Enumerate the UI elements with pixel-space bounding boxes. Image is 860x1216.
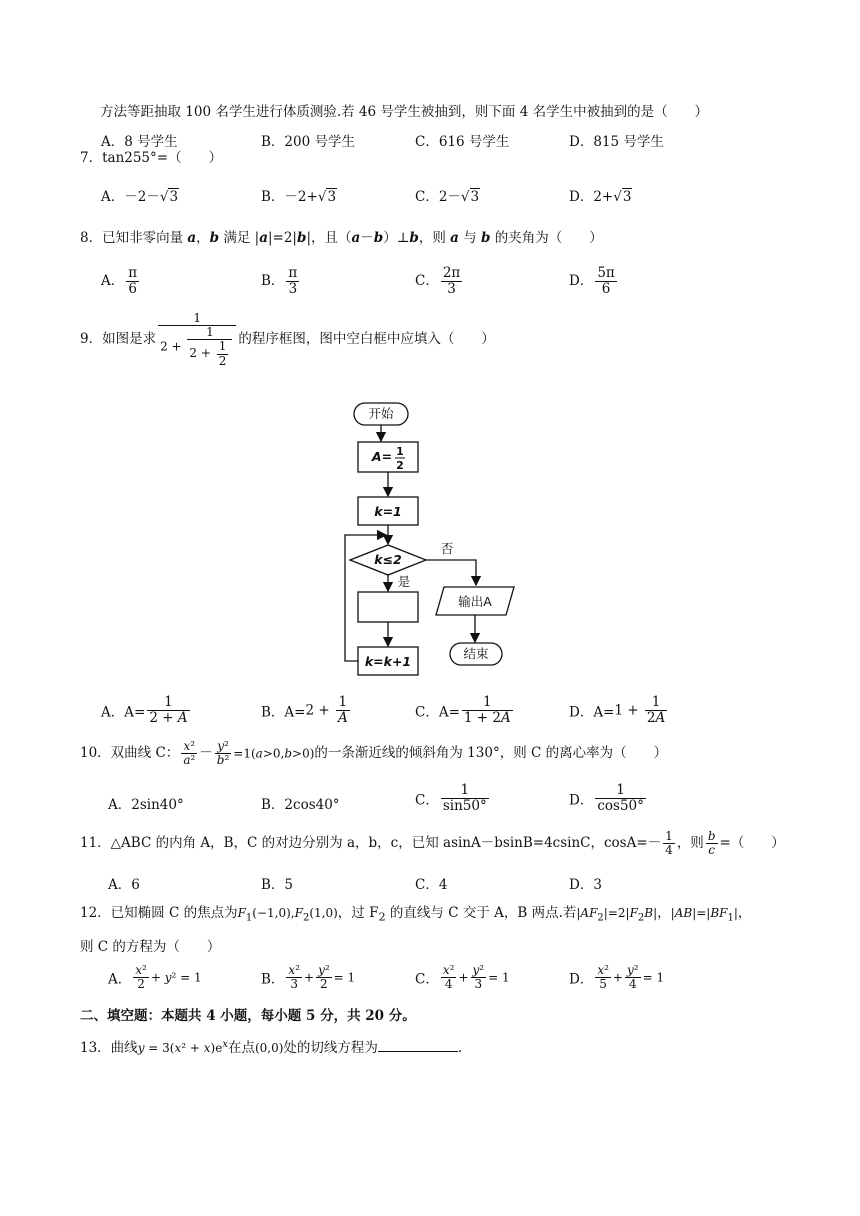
q8-option-d: D． $\frac{5\pi}{6}$ <box>569 265 615 297</box>
output-label: 输出A <box>458 594 492 609</box>
q11-option-d: D．3 <box>569 877 602 893</box>
q9-option-b: B．A=2 + $\frac{1}{A}$ <box>261 694 348 726</box>
q11-option-b: B．5 <box>261 877 294 893</box>
q10-stem: 10．双曲线 C： $\frac{\text{x²}}{\text{a²}}$ － $\frac{\text{y²}}{\text{b²}}$ =1(a>0,b>0)的一条渐近线的倾斜角为 130°，则 C 的离心率为（ ） <box>80 739 668 768</box>
q12-stem-line2: 则 C 的方程为（ ） <box>80 939 221 955</box>
init-a-label: A= <box>371 449 393 464</box>
q13-stem: 13．曲线$y = 3(x^2 + x)e^x$在点(0,0)处的切线方程为 . <box>80 1039 463 1056</box>
q7-option-a: A．－2－√3 <box>101 189 179 205</box>
q6-option-d: D．815 号学生 <box>569 134 664 150</box>
q11-option-c: C．4 <box>415 877 448 893</box>
q8-stem: 8．已知非零向量 a，b 满足 |a|=2|b|，且（a－b）⊥b，则 a 与 b 的夹角为（ ） <box>80 230 603 246</box>
q9-option-c: C．A= $\frac{1}{1 + 2A}$ <box>415 694 511 726</box>
q7-stem: 7．tan255°=（ ） <box>80 150 223 166</box>
q12-option-c: C． $\frac{\text{x²}}{4}$ + $\frac{\text{y²}}{3}$ = 1 <box>415 963 510 992</box>
update-label: k=k+1 <box>364 654 412 669</box>
q6-option-a: A．8 号学生 <box>101 134 178 150</box>
q9-option-d: D．A=1 + $\frac{1}{2A}$ <box>569 694 666 726</box>
yes-label: 是 <box>397 574 411 589</box>
q6-option-b: B．200 号学生 <box>261 134 355 150</box>
flowchart <box>320 395 520 685</box>
answer-blank[interactable] <box>378 1051 458 1052</box>
init-k-label: k=1 <box>374 504 402 519</box>
q6-stem: 方法等距抽取 100 名学生进行体质测验.若 46 号学生被抽到，则下面 4 名学生中被抽到的是（ ） <box>100 104 709 120</box>
end-label: 结束 <box>463 646 489 661</box>
q11-stem: 11．△ABC 的内角 A，B，C 的对边分别为 a，b，c，已知 asinA－bsinB=4csinC，cosA=－ $\frac{1}{4}$ ，则 $\frac{b}{c}$ =（ ） <box>80 829 785 858</box>
q9-option-a: A．A= $\frac{1}{2 + A}$ <box>101 694 188 726</box>
q10-option-b: B．2cos40° <box>261 797 340 813</box>
q12-option-d: D． $\frac{\text{x²}}{5}$ + $\frac{\text{y²}}{4}$ = 1 <box>569 963 665 992</box>
q7-option-c: C．2－√3 <box>415 189 480 205</box>
q8-option-a: A． $\frac{\pi}{6}$ <box>101 265 138 297</box>
section-2-heading: 二、填空题：本题共 4 小题，每小题 5 分，共 20 分。 <box>80 1008 416 1024</box>
q12-stem: 12．已知椭圆 C 的焦点为$F_1(-1,0),F_2(1,0)$，过 $F_2$ 的直线与 C 交于 A，B 两点.若$|AF_2|=2|F_2B|$，$|AB|=|BF_1|$， <box>80 905 752 924</box>
init-a-num: 1 <box>396 445 404 458</box>
no-label: 否 <box>440 541 454 556</box>
q7-option-d: D．2+√3 <box>569 189 632 205</box>
q10-option-a: A．2sin40° <box>108 797 184 813</box>
q10-option-d: D． $\frac{1}{\cos 50^\circ}$ <box>569 782 644 814</box>
q9-stem: 9．如图是求 1 2 + 1 2 + $\frac{1}{2}$ 的程序框图，图中空白框中应填入（ ） <box>80 311 495 368</box>
q8-option-b: B． $\frac{\pi}{3}$ <box>261 265 298 297</box>
start-label: 开始 <box>368 406 394 421</box>
q11-option-a: A．6 <box>108 877 140 893</box>
q6-option-c: C．616 号学生 <box>415 134 510 150</box>
condition-label: k≤2 <box>374 552 402 567</box>
q12-option-b: B． $\frac{\text{x²}}{3}$ + $\frac{\text{y²}}{2}$ = 1 <box>261 963 356 992</box>
init-a-den: 2 <box>396 459 404 472</box>
q12-option-a: A． $\frac{\text{x²}}{2}$ + y² = 1 <box>108 963 202 992</box>
blank-box <box>358 592 418 622</box>
continued-fraction: 1 2 + 1 2 + $\frac{1}{2}$ <box>158 312 236 368</box>
q10-option-c: C． $\frac{1}{\sin 50^\circ}$ <box>415 782 487 814</box>
q7-option-b: B．－2+√3 <box>261 189 337 205</box>
q8-option-c: C． $\frac{2\pi}{3}$ <box>415 265 461 297</box>
